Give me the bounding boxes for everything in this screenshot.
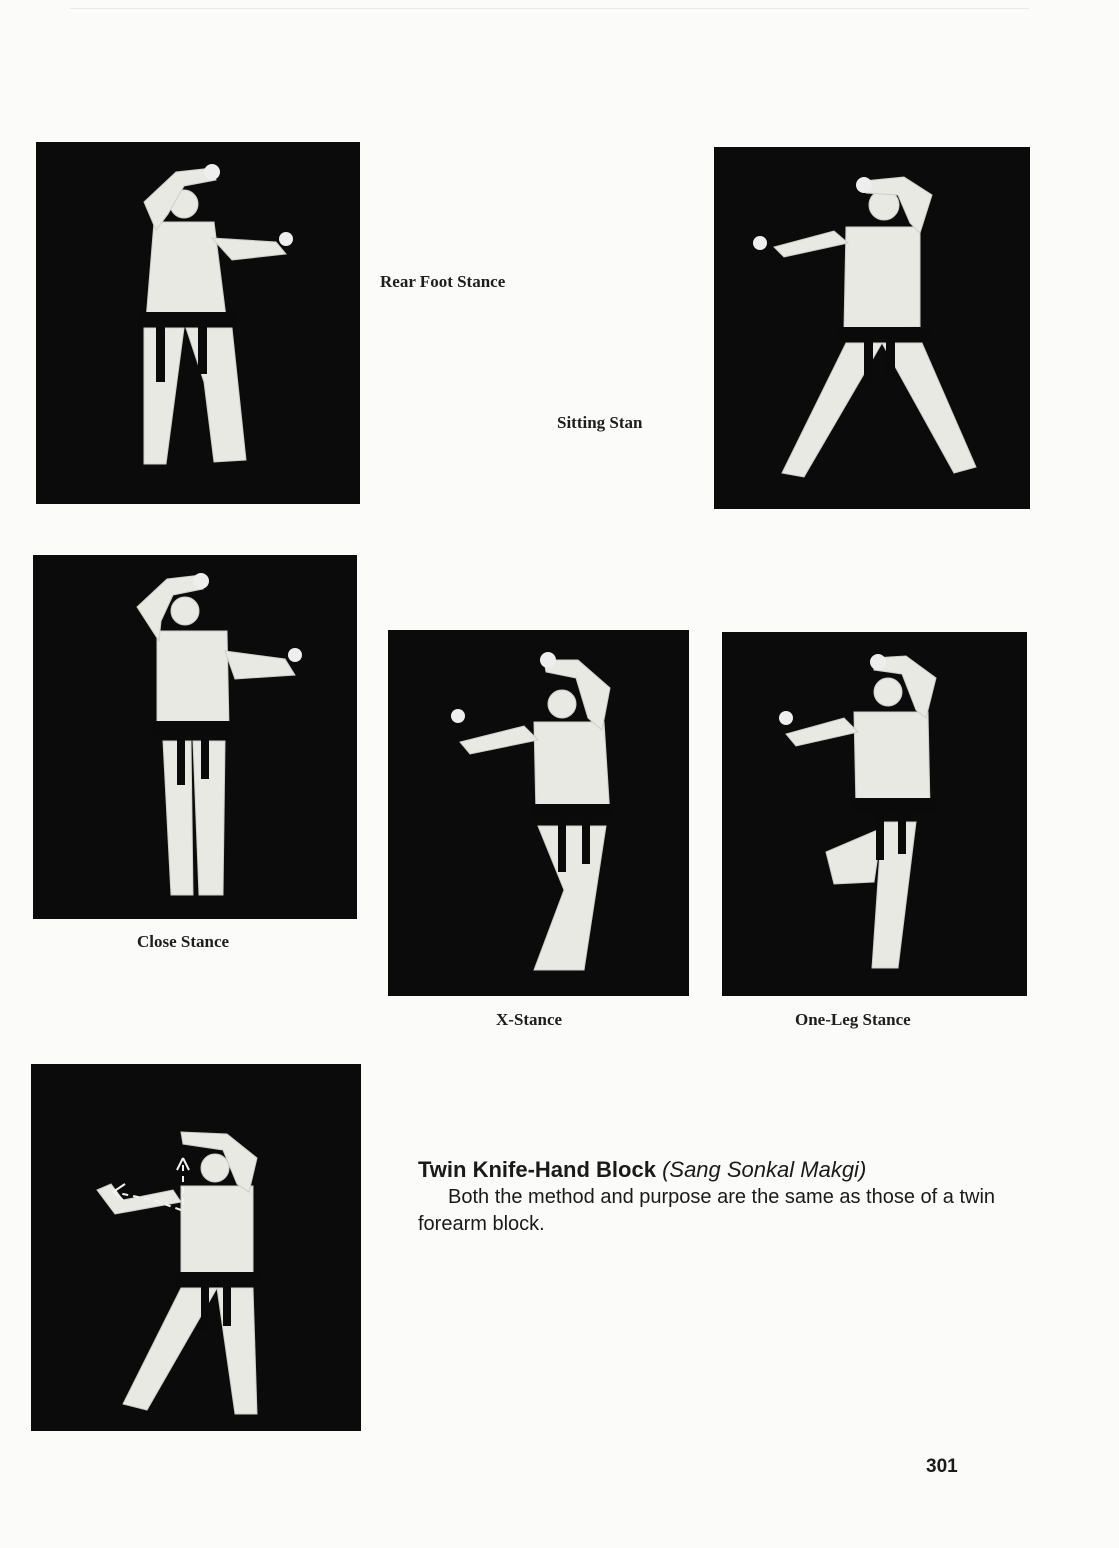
photo-caption: One-Leg Stance: [795, 1010, 911, 1029]
photo-one-leg-stance: [722, 632, 1027, 996]
photo-sitting-stance: [714, 147, 1030, 509]
martial-artist-figure: [31, 1064, 361, 1431]
section-title-native: (Sang Sonkal Makgi): [662, 1157, 867, 1182]
page-number: 301: [926, 1456, 958, 1477]
photo-caption: Close Stance: [137, 932, 230, 951]
section-title: [418, 1156, 1018, 1184]
martial-artist-figure: [714, 147, 1030, 509]
technique-section: [418, 1156, 1018, 1238]
photo-twin-knife-hand-block: [31, 1064, 361, 1431]
page-top-rule: [70, 8, 1029, 9]
photo-rear-foot-stance: [36, 142, 360, 504]
section-title-text: Twin Knife-Hand Block: [418, 1157, 656, 1182]
martial-artist-figure: [722, 632, 1027, 996]
photo-caption: Sitting Stan: [557, 413, 643, 432]
martial-artist-figure: [388, 630, 689, 996]
martial-artist-figure: [33, 555, 357, 919]
photo-close-stance: [33, 555, 357, 919]
martial-artist-figure: [36, 142, 360, 504]
photo-caption: X-Stance: [496, 1010, 563, 1029]
section-body: Both the method and purpose are the same as those of a twin forearm block.: [418, 1186, 996, 1235]
photo-x-stance: [388, 630, 689, 996]
photo-caption: Rear Foot Stance: [380, 272, 506, 291]
